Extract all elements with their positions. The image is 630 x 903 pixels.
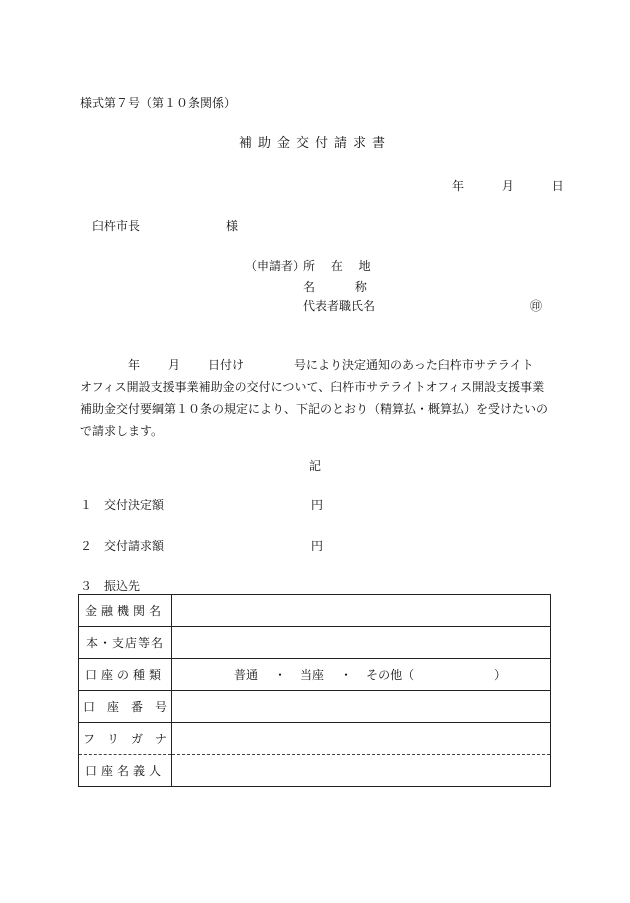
account-type-ordinary[interactable]: 普通	[234, 668, 259, 682]
body-year: 年	[128, 358, 141, 372]
body-number-text: 号により決定通知のあった臼杵市サテライト	[294, 358, 534, 372]
table-row	[79, 755, 551, 787]
table-row	[79, 659, 551, 691]
date-day-label: 日	[551, 179, 564, 193]
account-type-other[interactable]: その他（	[366, 668, 415, 682]
item-grant-request-unit: 円	[311, 539, 324, 553]
branch-name-field[interactable]	[172, 627, 551, 659]
date-month-label: 月	[501, 179, 514, 193]
addressee-honorific: 様	[226, 219, 239, 233]
body-date-suffix: 日付け	[208, 358, 245, 372]
applicant-address-label: 所 在 地	[303, 259, 371, 273]
addressee-name: 臼杵市長	[92, 219, 141, 233]
date-year-label: 年	[452, 179, 465, 193]
body-line-1	[80, 354, 552, 376]
date-field[interactable]	[452, 178, 564, 194]
table-row	[79, 691, 551, 723]
body-line-3: 補助金交付要綱第１０条の規定により、下記のとおり（精算払・概算払）を受けたいの	[80, 402, 549, 416]
account-type-other-close: ）	[494, 668, 507, 682]
applicant-representative-label: 代表者職氏名	[303, 299, 376, 313]
body-line-4: で請求します。	[80, 424, 164, 438]
seal-mark: ㊞	[530, 299, 543, 313]
body-line-2: オフィス開設支援事業補助金の交付について、臼杵市サテライトオフィス開設支援事業	[80, 380, 545, 394]
bank-name-label: 金融機関名	[79, 595, 172, 627]
furigana-field[interactable]	[172, 723, 551, 755]
account-type-field[interactable]	[172, 659, 551, 691]
bank-name-field[interactable]	[172, 595, 551, 627]
document-title: 補助金交付請求書	[238, 136, 391, 151]
applicant-name-label: 名 称	[303, 280, 367, 294]
account-type-label: 口座の種類	[79, 659, 172, 691]
item-grant-decision-unit: 円	[311, 498, 324, 512]
applicant-label: （申請者）	[245, 259, 306, 273]
separator: ・	[274, 668, 287, 682]
item-transfer-destination: ３ 振込先	[80, 579, 141, 593]
branch-name-label: 本・支店等名	[79, 627, 172, 659]
table-row	[79, 723, 551, 755]
account-holder-field[interactable]	[172, 755, 551, 787]
account-number-field[interactable]	[172, 691, 551, 723]
table-row	[79, 595, 551, 627]
furigana-label: フ リ ガ ナ	[79, 723, 172, 755]
separator: ・	[340, 668, 353, 682]
form-number: 様式第７号（第１０条関係）	[80, 96, 237, 110]
account-number-label: 口 座 番 号	[79, 691, 172, 723]
bank-account-table	[78, 594, 551, 787]
account-holder-label: 口座名義人	[79, 755, 172, 787]
table-row	[79, 627, 551, 659]
body-month: 月	[168, 358, 181, 372]
ki-heading: 記	[308, 459, 321, 473]
request-body-text	[80, 354, 552, 442]
account-type-current[interactable]: 当座	[300, 668, 325, 682]
item-grant-decision-amount: １ 交付決定額	[80, 498, 165, 512]
item-grant-request-amount: ２ 交付請求額	[80, 539, 165, 553]
